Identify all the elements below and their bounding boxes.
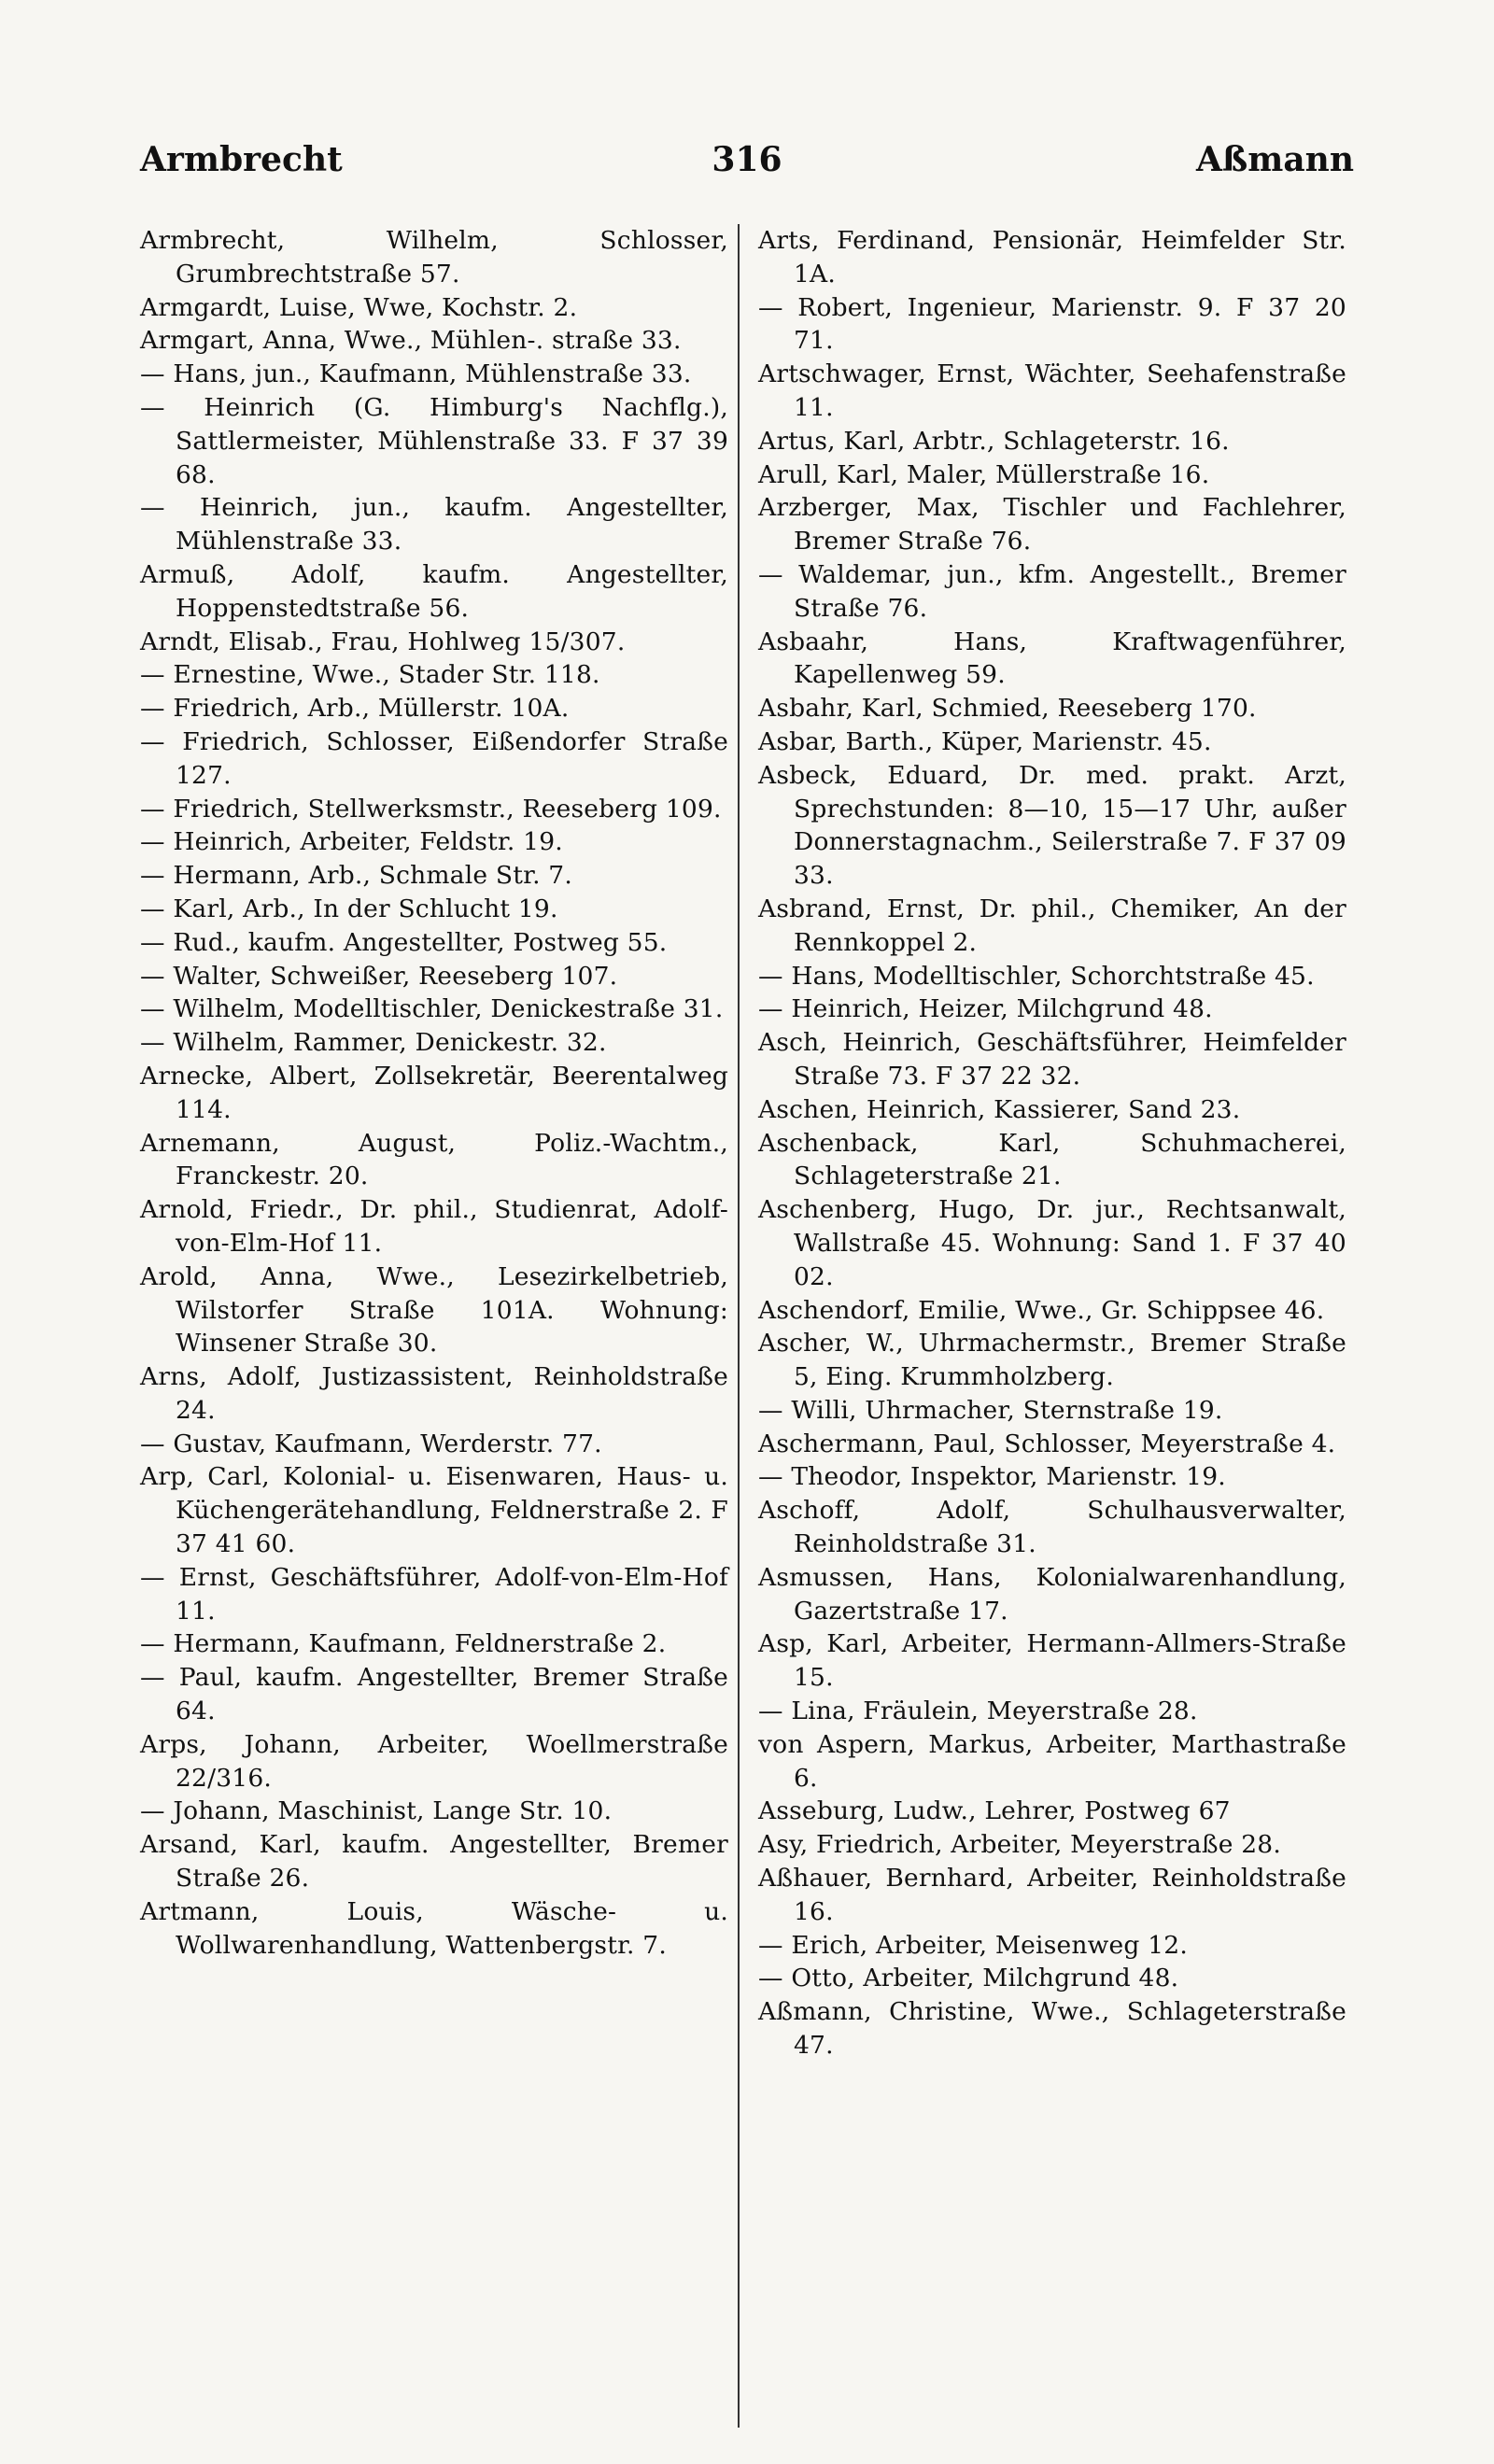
directory-entry: — Erich, Arbeiter, Meisenweg 12. xyxy=(758,1930,1188,1960)
directory-entry: von Aspern, Markus, Arbeiter, Marthastraße 6. xyxy=(758,1729,1346,1793)
directory-entry: Asbahr, Karl, Schmied, Reeseberg 170. xyxy=(758,694,1257,724)
page-number: 316 xyxy=(712,140,782,179)
directory-entry: Arns, Adolf, Justizassistent, Reinholdstraße 24. xyxy=(140,1362,728,1425)
directory-entry: — Waldemar, jun., kfm. Angestellt., Bremer Straße 76. xyxy=(758,559,1346,623)
directory-entry: — Paul, kaufm. Angestellter, Bremer Straße 64. xyxy=(140,1663,728,1726)
directory-entry: Arnemann, August, Poliz.-Wachtm., Franckestr. 20. xyxy=(140,1128,728,1191)
directory-entry: — Wilhelm, Rammer, Denickestr. 32. xyxy=(140,1028,607,1058)
directory-entry: Aschenback, Karl, Schuhmacherei, Schlageterstraße 21. xyxy=(758,1128,1346,1191)
directory-entry: — Hermann, Kaufmann, Feldnerstraße 2. xyxy=(140,1629,667,1659)
directory-entry: — Robert, Ingenieur, Marienstr. 9. F 37 20 71. xyxy=(758,292,1346,356)
directory-entry: Asbaahr, Hans, Kraftwagenführer, Kapellenweg 59. xyxy=(758,627,1346,690)
directory-entry: Arts, Ferdinand, Pensionär, Heimfelder Str. 1A. xyxy=(758,226,1346,289)
directory-entry: — Gustav, Kaufmann, Werderstr. 77. xyxy=(140,1429,602,1458)
directory-entry: — Karl, Arb., In der Schlucht 19. xyxy=(140,894,558,923)
directory-entry: — Walter, Schweißer, Reeseberg 107. xyxy=(140,961,618,991)
directory-entry: Asbrand, Ernst, Dr. phil., Chemiker, An der Rennkoppel 2. xyxy=(758,894,1346,957)
directory-entry: Armuß, Adolf, kaufm. Angestellter, Hoppenstedtstraße 56. xyxy=(140,559,728,623)
directory-entry: Armgardt, Luise, Wwe, Kochstr. 2. xyxy=(140,292,578,322)
directory-entry: Arndt, Elisab., Frau, Hohlweg 15/307. xyxy=(140,627,626,656)
directory-entry: Asseburg, Ludw., Lehrer, Postweg 67 xyxy=(758,1796,1231,1826)
directory-entry: Arsand, Karl, kaufm. Angestellter, Bremer Straße 26. xyxy=(140,1830,728,1894)
directory-entry: Arps, Johann, Arbeiter, Woellmerstraße 22/316. xyxy=(140,1729,728,1793)
directory-entry: — Heinrich, Arbeiter, Feldstr. 19. xyxy=(140,827,563,857)
directory-entry: Arzberger, Max, Tischler und Fachlehrer, Bremer Straße 76. xyxy=(758,493,1346,556)
directory-entry: Aschendorf, Emilie, Wwe., Gr. Schippsee 46. xyxy=(758,1295,1325,1325)
directory-entry: — Lina, Fräulein, Meyerstraße 28. xyxy=(758,1697,1198,1726)
directory-entry: Asch, Heinrich, Geschäftsführer, Heimfelder Straße 73. F 37 22 32. xyxy=(758,1028,1346,1091)
header-right-keyword: Aßmann xyxy=(1195,140,1354,179)
directory-entry: Aßhauer, Bernhard, Arbeiter, Reinholdstraße 16. xyxy=(758,1864,1346,1926)
directory-entry: — Willi, Uhrmacher, Sternstraße 19. xyxy=(758,1395,1223,1425)
directory-entry: — Friedrich, Arb., Müllerstr. 10A. xyxy=(140,694,570,724)
directory-entry: — Heinrich (G. Himburg's Nachflg.), Sattlermeister, Mühlenstraße 33. F 37 39 68. xyxy=(140,392,728,489)
directory-entry: — Friedrich, Stellwerksmstr., Reeseberg 109. xyxy=(140,794,722,824)
page-header xyxy=(140,140,1354,196)
directory-entry: — Hans, jun., Kaufmann, Mühlenstraße 33. xyxy=(140,359,692,389)
column-divider xyxy=(738,224,740,2428)
directory-entry: — Otto, Arbeiter, Milchgrund 48. xyxy=(758,1964,1179,1993)
directory-entry: Arull, Karl, Maler, Müllerstraße 16. xyxy=(758,459,1210,489)
directory-entry: — Johann, Maschinist, Lange Str. 10. xyxy=(140,1796,613,1826)
directory-entry: Arnold, Friedr., Dr. phil., Studienrat, Adolf-von-Elm-Hof 11. xyxy=(140,1195,728,1258)
directory-entry: Armbrecht, Wilhelm, Schlosser, Grumbrechtstraße 57. xyxy=(140,226,728,289)
directory-entry: Aschoff, Adolf, Schulhausverwalter, Reinholdstraße 31. xyxy=(758,1496,1346,1559)
directory-entry: Arnecke, Albert, Zollsekretär, Beerentalweg 114. xyxy=(140,1061,728,1124)
directory-entry: Aschermann, Paul, Schlosser, Meyerstraße 4. xyxy=(758,1429,1336,1458)
directory-entry: Artmann, Louis, Wäsche- u. Wollwarenhandlung, Wattenbergstr. 7. xyxy=(140,1896,728,1960)
directory-entry: — Heinrich, Heizer, Milchgrund 48. xyxy=(758,994,1213,1024)
right-column xyxy=(758,224,1346,2063)
directory-entry: — Heinrich, jun., kaufm. Angestellter, Mühlenstraße 33. xyxy=(140,493,728,556)
directory-entry: Arold, Anna, Wwe., Lesezirkelbetrieb, Wilstorfer Straße 101A. Wohnung: Winsener Straße 30. xyxy=(140,1261,728,1359)
directory-entry: Asp, Karl, Arbeiter, Hermann-Allmers-Straße 15. xyxy=(758,1629,1346,1693)
directory-entry: Asbar, Barth., Küper, Marienstr. 45. xyxy=(758,726,1212,756)
header-left-keyword: Armbrecht xyxy=(140,140,343,179)
directory-entry: Armgart, Anna, Wwe., Mühlen-. straße 33. xyxy=(140,326,682,356)
directory-entry: Ascher, W., Uhrmachermstr., Bremer Straße 5, Eing. Krummholzberg. xyxy=(758,1329,1346,1392)
directory-entry: — Rud., kaufm. Angestellter, Postweg 55. xyxy=(140,927,668,957)
directory-entry: — Friedrich, Schlosser, Eißendorfer Straße 127. xyxy=(140,726,728,790)
directory-entry: — Wilhelm, Modelltischler, Denickestraße 31. xyxy=(140,994,724,1024)
directory-entry: — Ernestine, Wwe., Stader Str. 118. xyxy=(140,660,600,690)
directory-entry: Asbeck, Eduard, Dr. med. prakt. Arzt, Sprechstunden: 8—10, 15—17 Uhr, außer Donnerstagnachm., Seilerstraße 7. F 37 09 33. xyxy=(758,760,1346,891)
directory-entry: Arp, Carl, Kolonial- u. Eisenwaren, Haus- u. Küchengerätehandlung, Feldnerstraße 2. F 37 41 60. xyxy=(140,1462,728,1559)
left-column xyxy=(140,224,728,1962)
directory-entry: Artschwager, Ernst, Wächter, Seehafenstraße 11. xyxy=(758,359,1346,422)
directory-entry: Aschenberg, Hugo, Dr. jur., Rechtsanwalt, Wallstraße 45. Wohnung: Sand 1. F 37 40 02. xyxy=(758,1195,1346,1291)
directory-entry: — Hermann, Arb., Schmale Str. 7. xyxy=(140,861,572,891)
directory-entry: Asy, Friedrich, Arbeiter, Meyerstraße 28. xyxy=(758,1830,1281,1860)
directory-entry: Asmussen, Hans, Kolonialwarenhandlung, Gazertstraße 17. xyxy=(758,1562,1346,1626)
directory-entry: Aßmann, Christine, Wwe., Schlageterstraße 47. xyxy=(758,1997,1346,2061)
directory-entry: — Hans, Modelltischler, Schorchtstraße 45. xyxy=(758,961,1315,991)
directory-entry: — Theodor, Inspektor, Marienstr. 19. xyxy=(758,1462,1226,1492)
directory-entry: — Ernst, Geschäftsführer, Adolf-von-Elm-Hof 11. xyxy=(140,1562,728,1626)
directory-entry: Artus, Karl, Arbtr., Schlageterstr. 16. xyxy=(758,426,1230,456)
directory-entry: Aschen, Heinrich, Kassierer, Sand 23. xyxy=(758,1094,1241,1124)
